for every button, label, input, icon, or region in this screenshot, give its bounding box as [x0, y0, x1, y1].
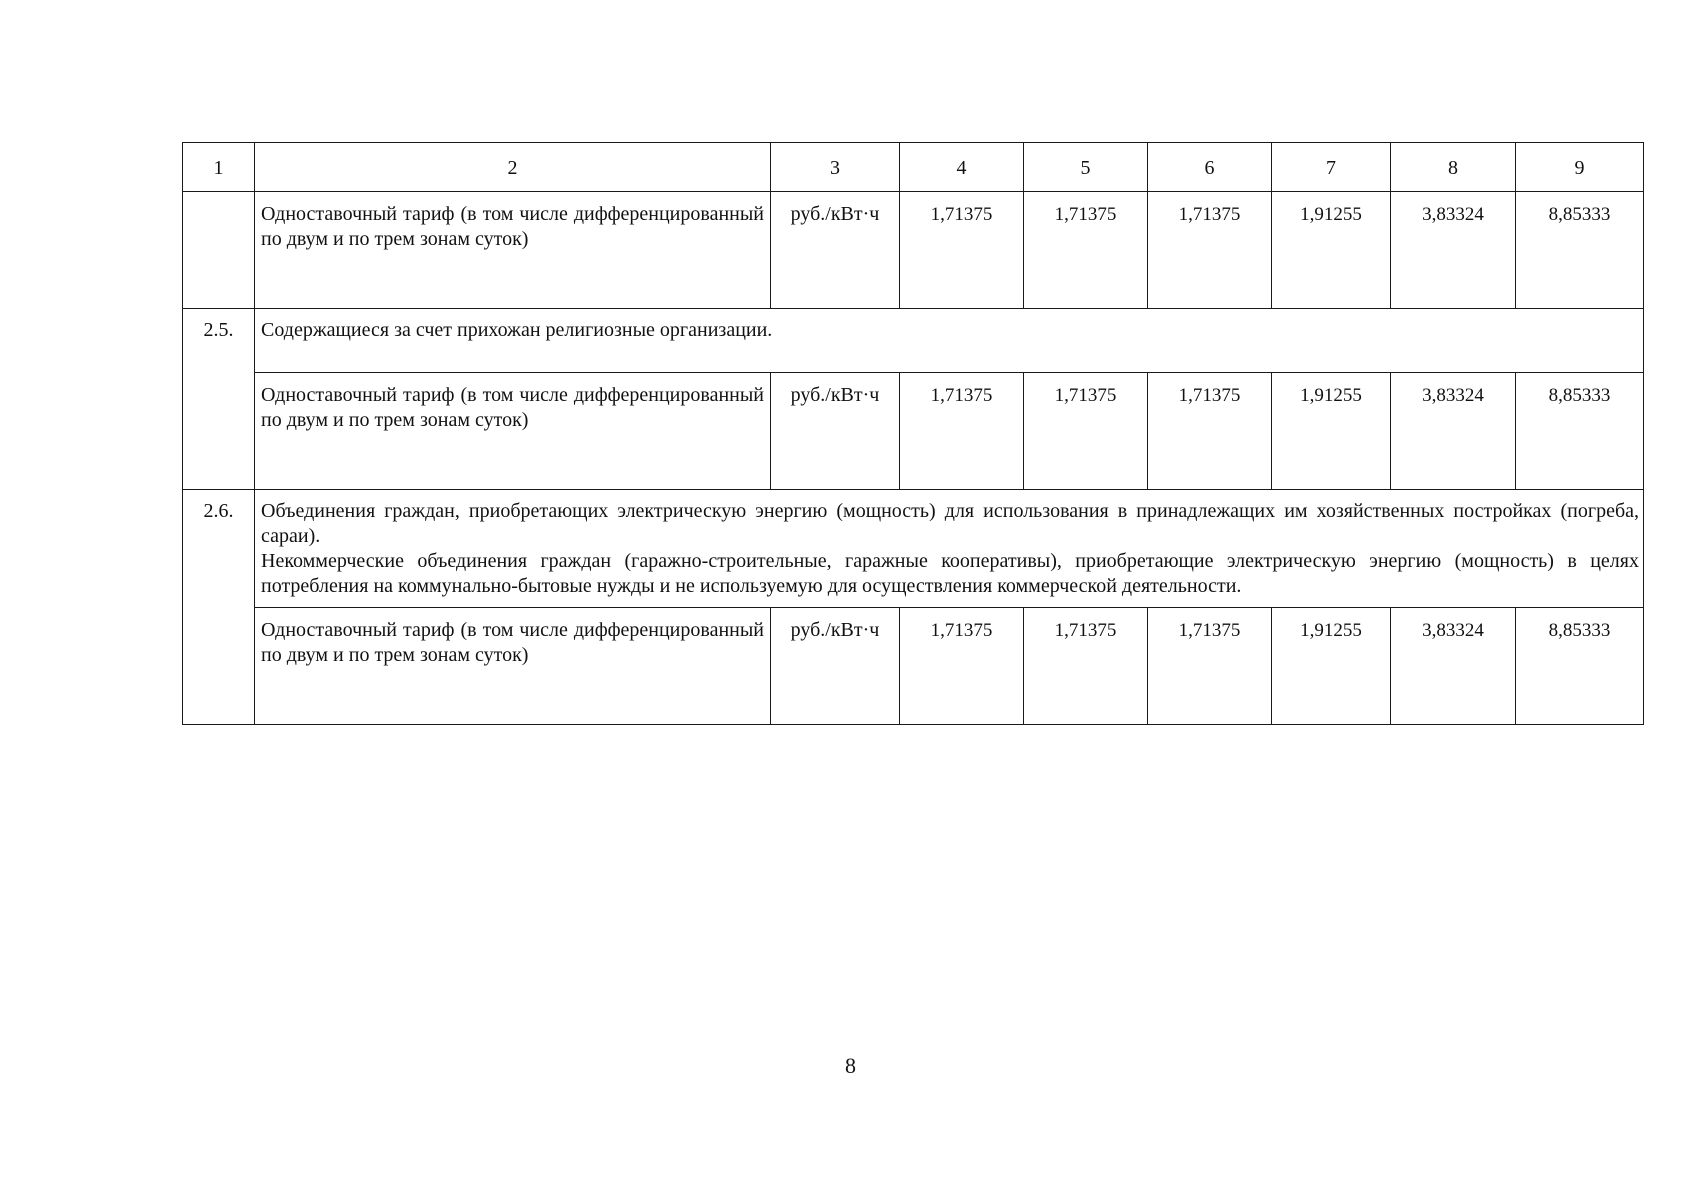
section-text-line: Объединения граждан, приобретающих электрическую энергию (мощность) для использования в принадлежащих им хозяйственных постройках (погреба, сараи). — [261, 500, 1639, 547]
value-cell: 1,71375 — [1148, 373, 1272, 490]
unit-cell: руб./кВт·ч — [771, 192, 900, 309]
tariff-description: Одноставочный тариф (в том числе дифференцированный по двум и по трем зонам суток) — [255, 192, 771, 309]
section-number: 2.6. — [183, 490, 255, 725]
value-cell: 1,91255 — [1272, 608, 1391, 725]
section-row — [183, 490, 1644, 608]
header-cell: 6 — [1148, 143, 1272, 192]
header-cell: 7 — [1272, 143, 1391, 192]
row-number-cell — [183, 192, 255, 309]
section-title — [255, 309, 1644, 373]
header-cell: 2 — [255, 143, 771, 192]
table-row — [183, 608, 1644, 725]
section-text-line: Некоммерческие объединения граждан (гаражно-строительные, гаражные кооперативы), приобретающие электрическую энергию (мощность) в целях потребления на коммунально-бытовые нужды и не используемую для осуществления коммерческой деятельности. — [261, 550, 1639, 597]
section-title — [255, 490, 1644, 608]
value-cell: 1,71375 — [1024, 192, 1148, 309]
value-cell: 8,85333 — [1516, 192, 1644, 309]
value-cell: 8,85333 — [1516, 608, 1644, 725]
tariff-description: Одноставочный тариф (в том числе дифференцированный по двум и по трем зонам суток) — [255, 373, 771, 490]
section-number: 2.5. — [183, 309, 255, 490]
header-cell: 5 — [1024, 143, 1148, 192]
value-cell: 1,71375 — [900, 373, 1024, 490]
header-cell: 1 — [183, 143, 255, 192]
value-cell: 3,83324 — [1391, 192, 1516, 309]
header-cell: 4 — [900, 143, 1024, 192]
section-text-line: Содержащиеся за счет прихожан религиозные организации. — [261, 319, 773, 341]
unit-cell: руб./кВт·ч — [771, 608, 900, 725]
value-cell: 1,71375 — [1024, 373, 1148, 490]
header-cell: 9 — [1516, 143, 1644, 192]
table-row — [183, 192, 1644, 309]
value-cell: 1,71375 — [900, 608, 1024, 725]
value-cell: 1,71375 — [1148, 608, 1272, 725]
value-cell: 1,91255 — [1272, 192, 1391, 309]
section-row — [183, 309, 1644, 373]
page-number: 8 — [845, 1053, 856, 1078]
value-cell: 1,91255 — [1272, 373, 1391, 490]
header-cell: 8 — [1391, 143, 1516, 192]
tariff-description: Одноставочный тариф (в том числе дифференцированный по двум и по трем зонам суток) — [255, 608, 771, 725]
table-header-row — [183, 143, 1644, 192]
tariff-table — [182, 142, 1644, 725]
table-row — [183, 373, 1644, 490]
value-cell: 1,71375 — [1148, 192, 1272, 309]
value-cell: 1,71375 — [900, 192, 1024, 309]
value-cell: 3,83324 — [1391, 373, 1516, 490]
value-cell: 1,71375 — [1024, 608, 1148, 725]
header-cell: 3 — [771, 143, 900, 192]
value-cell: 3,83324 — [1391, 608, 1516, 725]
unit-cell: руб./кВт·ч — [771, 373, 900, 490]
value-cell: 8,85333 — [1516, 373, 1644, 490]
